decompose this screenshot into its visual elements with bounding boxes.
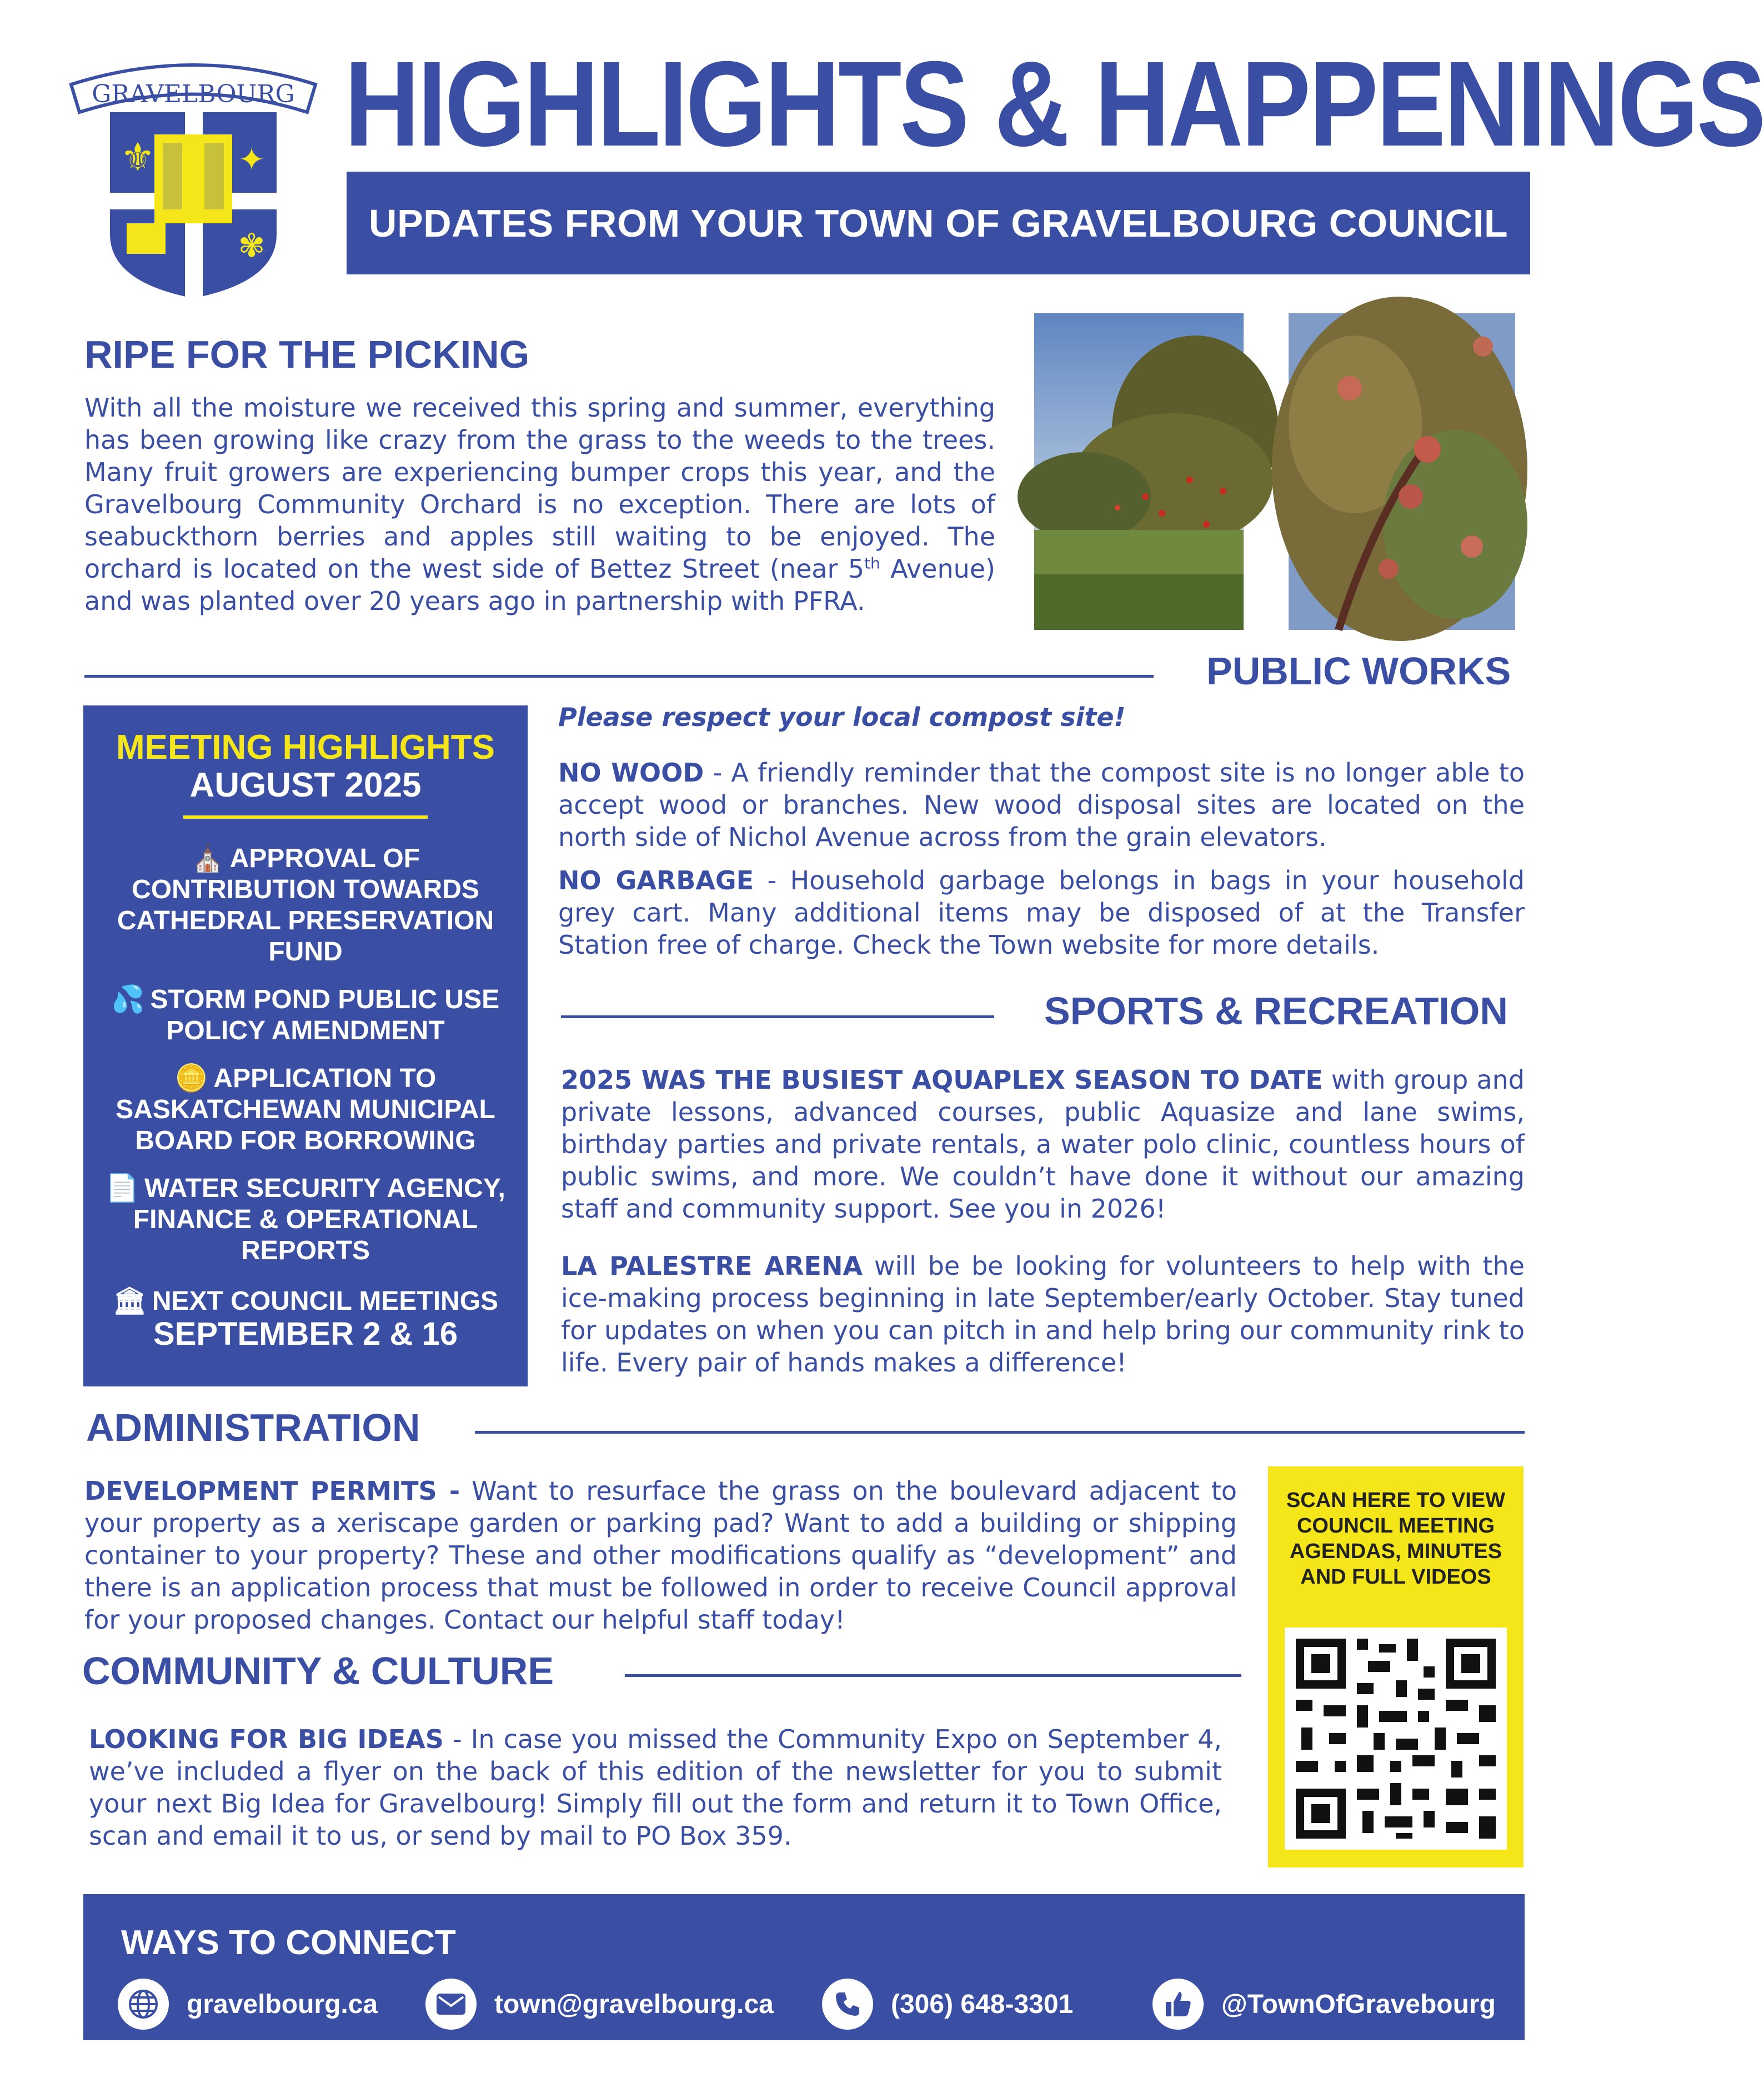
ripe-heading: RIPE FOR THE PICKING bbox=[84, 333, 530, 376]
big-ideas-paragraph: LOOKING FOR BIG IDEAS - In case you missed the Community Expo on September 4, we’ve included a flyer on the back of this edition of the newsletter for you to submit your next Big Idea for Gravelbourg! Simply fill out the form and return it to Town Office, scan and email it to us, or send by mail to PO Box 359. bbox=[89, 1724, 1222, 1851]
public-works-rule bbox=[84, 675, 1154, 678]
social-link[interactable] bbox=[1152, 1977, 1496, 2031]
website-text: gravelbourg.ca bbox=[187, 1989, 378, 2019]
coin-icon: 🪙 bbox=[174, 1064, 208, 1093]
email-text: town@gravelbourg.ca bbox=[494, 1989, 774, 2019]
svg-text:✦: ✦ bbox=[238, 141, 265, 178]
meeting-item: ⛪ APPROVAL OF CONTRIBUTION TOWARDS CATHEDRAL PRESERVATION FUND bbox=[117, 844, 494, 967]
crest-banner-text: GRAVELBOURG bbox=[92, 80, 295, 108]
phone-text: (306) 648-3301 bbox=[891, 1989, 1074, 2019]
subtitle-banner: UPDATES FROM YOUR TOWN OF GRAVELBOURG COUNCIL bbox=[347, 172, 1530, 274]
qr-caption: SCAN HERE TO VIEW COUNCIL MEETING AGENDAS, MINUTES AND FULL VIDEOS bbox=[1286, 1489, 1506, 1589]
svg-text:✾: ✾ bbox=[238, 227, 265, 264]
no-wood-paragraph: NO WOOD - A friendly reminder that the compost site is no longer able to accept wood or branches. New wood disposal sites are located on the north side of Nichol Avenue across from the grain elevators. bbox=[558, 758, 1525, 852]
meeting-divider bbox=[183, 815, 428, 819]
meeting-title: MEETING HIGHLIGHTS bbox=[116, 728, 495, 767]
aquaplex-paragraph: 2025 WAS THE BUSIEST AQUAPLEX SEASON TO DATE with group and private lessons, advanced courses, public Aquasize and lane swims, birthday parties and private rentals, a water polo clinic, countless hours of public swims, and more. We couldn’t have done it without our amazing staff and community support. See you in 2026! bbox=[561, 1065, 1525, 1224]
page-title: HIGHLIGHTS & HAPPENINGS bbox=[344, 37, 1764, 172]
public-works-heading: PUBLIC WORKS bbox=[1206, 649, 1511, 693]
meeting-highlights-box bbox=[83, 705, 528, 1386]
meeting-item: 📄 WATER SECURITY AGENCY, FINANCE & OPERATIONAL REPORTS bbox=[106, 1174, 505, 1265]
ripe-body: With all the moisture we received this spring and summer, everything has been growing like crazy from the grass to the weeds to the trees. Many fruit growers are experiencing bumper crops this year, and the Gravelbourg Community Orchard is no exception. There are lots of seabuckthorn berries and apples still waiting to be enjoyed. The orchard is located on the west side of Bettez Street (near 5th Avenue) and was planted over 20 years ago in partnership with PFRA. bbox=[84, 393, 995, 616]
administration-rule bbox=[475, 1431, 1525, 1434]
orchard-photo-2 bbox=[1289, 313, 1515, 630]
social-text: @TownOfGravebourg bbox=[1221, 1989, 1496, 2019]
next-meeting-dates: SEPTEMBER 2 & 16 bbox=[153, 1316, 458, 1352]
envelope-icon bbox=[425, 1979, 477, 2030]
phone-icon bbox=[822, 1979, 873, 2030]
permits-paragraph: DEVELOPMENT PERMITS - Want to resurface the grass on the boulevard adjacent to your property as a xeriscape garden or parking pad? Want to add a building or shipping container to your property? These and other modifications qualify as “development” and there is an application process that must be followed in order to receive Council approval for your proposed changes. Contact our helpful staff today! bbox=[84, 1476, 1237, 1635]
qr-callout bbox=[1268, 1466, 1524, 1867]
sports-heading: SPORTS & RECREATION bbox=[1044, 989, 1508, 1033]
meeting-item: 💦 STORM POND PUBLIC USE POLICY AMENDMENT bbox=[111, 985, 500, 1045]
community-rule bbox=[625, 1674, 1241, 1677]
meeting-item: 🪙 APPLICATION TO SASKATCHEWAN MUNICIPAL BOARD FOR BORROWING bbox=[116, 1064, 495, 1155]
government-building-icon: 🏛 bbox=[112, 1286, 147, 1316]
compost-intro: Please respect your local compost site! bbox=[558, 702, 1126, 732]
orchard-photo-1 bbox=[1034, 313, 1244, 630]
thumbs-up-icon bbox=[1152, 1979, 1204, 2030]
footer-title: WAYS TO CONNECT bbox=[121, 1924, 456, 1962]
email-link[interactable] bbox=[425, 1977, 774, 2031]
town-crest bbox=[60, 51, 327, 312]
church-icon: ⛪ bbox=[191, 844, 224, 873]
meeting-item: 🏛 NEXT COUNCIL MEETINGS bbox=[112, 1286, 499, 1316]
svg-text:⚜: ⚜ bbox=[120, 134, 156, 180]
community-heading: COMMUNITY & CULTURE bbox=[82, 1649, 554, 1693]
phone-link[interactable] bbox=[822, 1977, 1073, 2031]
sports-rule bbox=[561, 1015, 994, 1018]
administration-heading: ADMINISTRATION bbox=[86, 1406, 420, 1449]
website-link[interactable] bbox=[118, 1977, 378, 2031]
arena-paragraph: LA PALESTRE ARENA will be be looking for volunteers to help with the ice-making process beginning in late September/early October. Stay tuned for updates on when you can pitch in and help bring our community rink to life. Every pair of hands makes a difference! bbox=[561, 1251, 1525, 1378]
connect-footer bbox=[83, 1894, 1525, 2040]
water-drops-icon: 💦 bbox=[111, 985, 145, 1014]
globe-icon bbox=[118, 1979, 169, 2030]
document-icon: 📄 bbox=[106, 1174, 139, 1203]
qr-code[interactable] bbox=[1285, 1628, 1507, 1850]
no-garbage-paragraph: NO GARBAGE - Household garbage belongs in bags in your household grey cart. Many additional items may be disposed of at the Transfer Station free of charge. Check the Town website for more details. bbox=[558, 865, 1525, 960]
meeting-month: AUGUST 2025 bbox=[189, 766, 422, 804]
